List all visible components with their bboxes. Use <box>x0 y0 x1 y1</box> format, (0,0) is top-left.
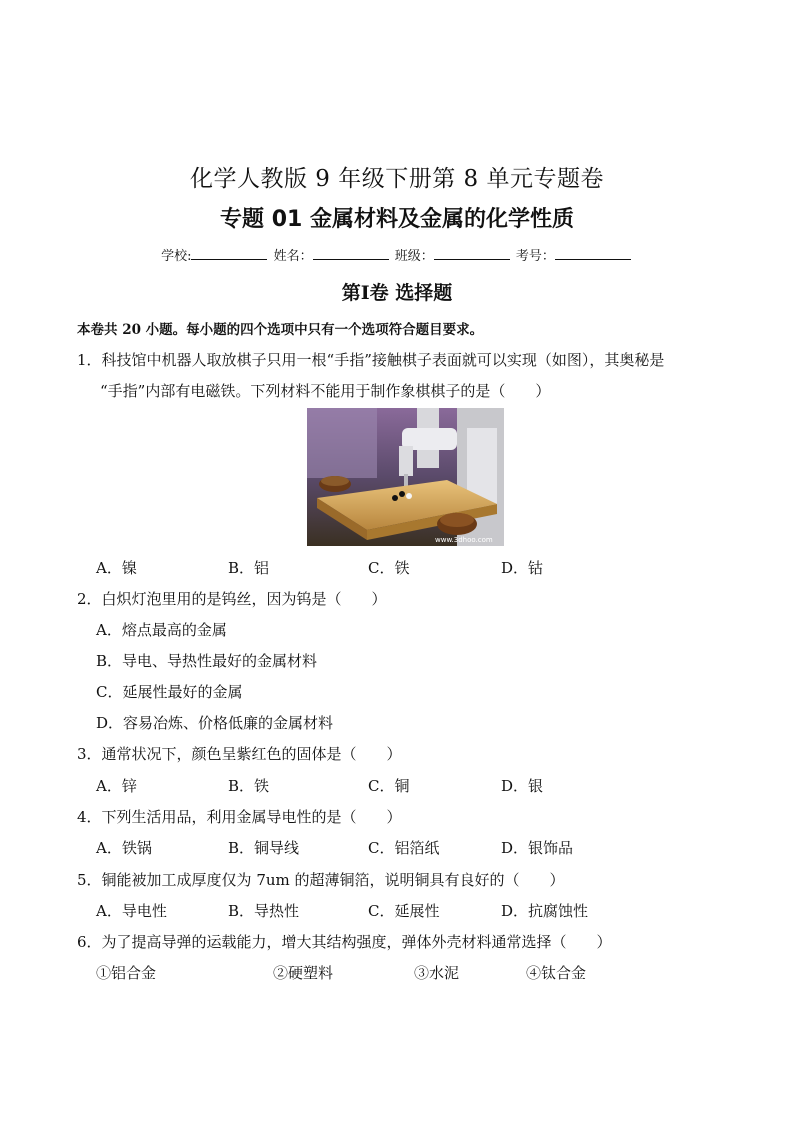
q5-option-d[interactable]: D．抗腐蚀性 <box>501 902 589 920</box>
question-2-stem: 2．白炽灯泡里用的是钨丝，因为钨是（ ） <box>77 590 387 608</box>
q1-option-d[interactable]: D．钴 <box>501 559 544 577</box>
q3-option-d[interactable]: D．银 <box>501 777 544 795</box>
question-1-line-2: “手指”内部有电磁铁。下列材料不能用于制作象棋棋子的是（ ） <box>100 382 551 400</box>
robot-chess-illustration <box>307 408 504 546</box>
q4-option-c[interactable]: C．铝箔纸 <box>368 839 440 857</box>
q5-option-c[interactable]: C．延展性 <box>368 902 440 920</box>
question-3-stem: 3．通常状况下，颜色呈紫红色的固体是（ ） <box>77 745 402 763</box>
q2-option-a[interactable]: A．熔点最高的金属 <box>96 621 227 639</box>
q4-option-a[interactable]: A．铁锅 <box>96 839 152 857</box>
q4-option-d[interactable]: D．银饰品 <box>501 839 574 857</box>
name-blank <box>313 247 389 260</box>
q1-option-b[interactable]: B．铝 <box>228 559 270 577</box>
name-label: 姓名： <box>273 249 313 264</box>
question-5-stem: 5．铜能被加工成厚度仅为 7um 的超薄铜箔，说明铜具有良好的（ ） <box>77 871 565 889</box>
q1-option-a[interactable]: A．镍 <box>96 559 137 577</box>
section-title: 第Ⅰ卷 选择题 <box>341 282 453 304</box>
q6-option-3[interactable]: ③水泥 <box>414 964 460 982</box>
watermark-text: www.3dhoo.com <box>435 536 493 544</box>
q3-option-b[interactable]: B．铁 <box>228 777 270 795</box>
q3-option-c[interactable]: C．铜 <box>368 777 410 795</box>
q6-option-2[interactable]: ②硬塑料 <box>273 964 334 982</box>
exam-number-blank <box>555 247 631 260</box>
q6-option-4[interactable]: ④钛合金 <box>526 964 587 982</box>
question-6-stem: 6．为了提高导弹的运载能力，增大其结构强度，弹体外壳材料通常选择（ ） <box>77 933 612 951</box>
robot-chess-photo <box>307 408 504 546</box>
school-blank <box>191 247 267 260</box>
instructions: 本卷共 20 小题。每小题的四个选项中只有一个选项符合题目要求。 <box>77 322 484 338</box>
q1-option-c[interactable]: C．铁 <box>368 559 410 577</box>
exam-subtitle: 专题 01 金属材料及金属的化学性质 <box>220 207 574 232</box>
exam-title: 化学人教版 9 年级下册第 8 单元专题卷 <box>189 166 604 192</box>
student-info-row <box>0 245 794 264</box>
question-4-stem: 4．下列生活用品，利用金属导电性的是（ ） <box>77 808 402 826</box>
q5-option-a[interactable]: A．导电性 <box>96 902 167 920</box>
class-label: 班级： <box>394 249 434 264</box>
q6-option-1[interactable]: ①铝合金 <box>96 964 157 982</box>
exam-number-label: 考号： <box>515 249 555 264</box>
school-label: 学校: <box>161 249 192 264</box>
q4-option-b[interactable]: B．铜导线 <box>228 839 300 857</box>
q2-option-b[interactable]: B．导电、导热性最好的金属材料 <box>96 652 318 670</box>
q2-option-c[interactable]: C．延展性最好的金属 <box>96 683 243 701</box>
q2-option-d[interactable]: D．容易冶炼、价格低廉的金属材料 <box>96 714 334 732</box>
q5-option-b[interactable]: B．导热性 <box>228 902 300 920</box>
class-blank <box>434 247 510 260</box>
q3-option-a[interactable]: A．锌 <box>96 777 137 795</box>
question-1-line-1: 1．科技馆中机器人取放棋子只用一根“手指”接触棋子表面就可以实现（如图），其奥秘是 <box>77 351 665 369</box>
